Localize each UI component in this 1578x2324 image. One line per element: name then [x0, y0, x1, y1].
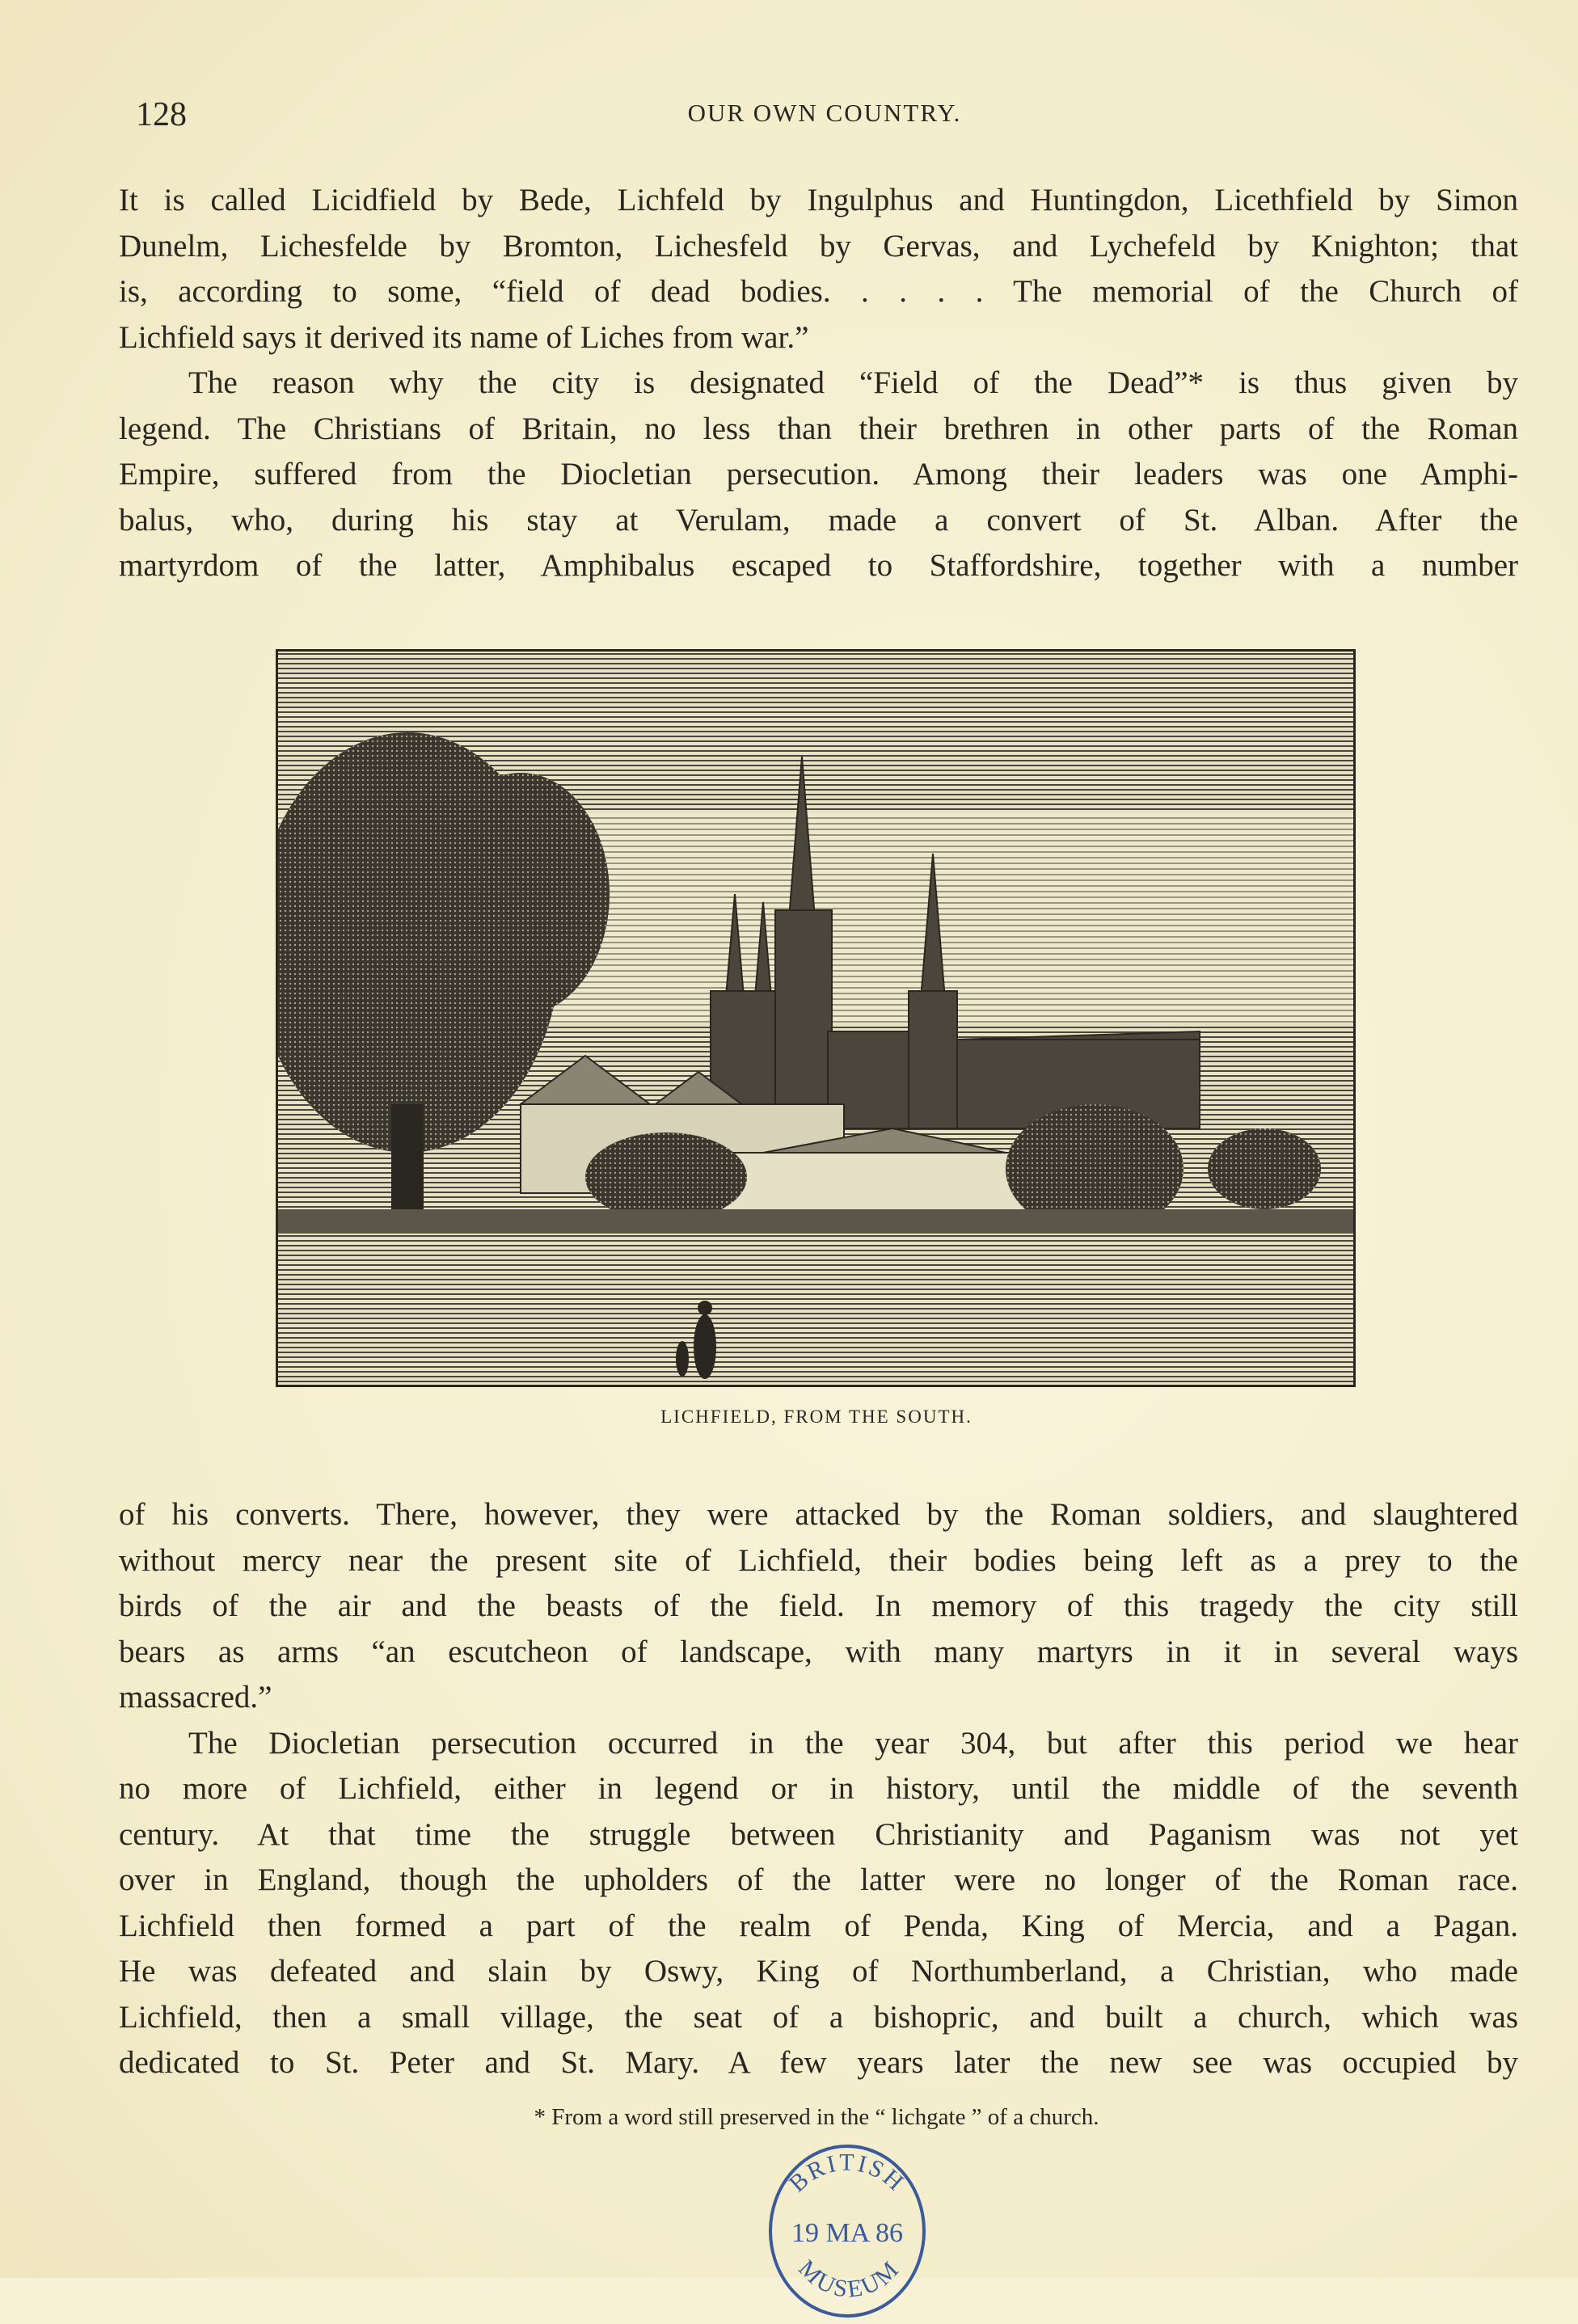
- page-number: 128: [136, 96, 187, 133]
- stamp-top-text: BRITISH: [783, 2149, 911, 2198]
- engraving-lichfield: [276, 649, 1356, 1387]
- text-line: balus, who, during his stay at Verulam, made a convert of St. Alban. After the: [119, 502, 1518, 538]
- text-line: He was defeated and slain by Oswy, King of Northumberland, a Christian, who made: [119, 1954, 1518, 1989]
- running-title: OUR OWN COUNTRY.: [687, 99, 962, 127]
- text-line: massacred.”: [119, 1680, 272, 1715]
- text-line: over in England, though the upholders of the latter were no longer of the Roman race.: [119, 1862, 1518, 1897]
- text-line: without mercy near the present site of Lichfield, their bodies being left as a prey to the: [119, 1542, 1518, 1578]
- text-line: Lichfield says it derived its name of Liches from war.”: [119, 319, 809, 355]
- footnote: * From a word still preserved in the “ lichgate ” of a church.: [534, 2104, 1099, 2130]
- figure-caption: LICHFIELD, FROM THE SOUTH.: [660, 1407, 973, 1427]
- text-line: The reason why the city is designated “Field of the Dead”* is thus given by: [188, 365, 1518, 400]
- text-line: Lichfield, then a small village, the seat of a bishopric, and built a church, which was: [119, 1999, 1518, 2035]
- text-line: The Diocletian persecution occurred in the year 304, but after this period we hear: [188, 1725, 1518, 1761]
- engraving-illustration: [278, 652, 1353, 1385]
- british-museum-stamp: [758, 2138, 936, 2324]
- stamp-date: 19 MA 86: [791, 2218, 903, 2248]
- text-line: Empire, suffered from the Diocletian persecution. Among their leaders was one Amphi-: [119, 457, 1518, 491]
- text-line: of his converts. There, however, they were attacked by the Roman soldiers, and slaughtered: [119, 1497, 1518, 1532]
- text-line: bears as arms “an escutcheon of landscape, with many martyrs in it in several ways: [119, 1634, 1518, 1669]
- svg-text:BRITISH: [784, 2149, 910, 2198]
- text-line: It is called Licidfield by Bede, Lichfeld by Ingulphus and Huntingdon, Licethfield by Simon: [119, 183, 1518, 217]
- text-line: birds of the air and the beasts of the field. In memory of this tragedy the city still: [119, 1588, 1518, 1623]
- text-line: martyrdom of the latter, Amphibalus escaped to Staffordshire, together with a number: [119, 548, 1518, 583]
- text-line: Dunelm, Lichesfelde by Bromton, Lichesfeld by Gervas, and Lychefeld by Knighton; that: [119, 228, 1518, 264]
- text-block-bottom: [119, 1492, 1518, 2086]
- text-block-top: [119, 178, 1518, 589]
- svg-text:MUSEUM: [793, 2254, 905, 2303]
- text-line: legend. The Christians of Britain, no less than their brethren in other parts of the Roman: [119, 411, 1518, 446]
- text-line: no more of Lichfield, either in legend or in history, until the middle of the seventh: [119, 1771, 1518, 1806]
- text-line: is, according to some, “field of dead bodies. . . . . The memorial of the Church of: [119, 274, 1518, 309]
- text-line: century. At that time the struggle between Christianity and Paganism was not yet: [119, 1816, 1518, 1852]
- text-line: Lichfield then formed a part of the realm of Penda, King of Mercia, and a Pagan.: [119, 1908, 1518, 1943]
- text-line: dedicated to St. Peter and St. Mary. A few years later the new see was occupied by: [119, 2045, 1518, 2080]
- stamp-bottom-text: MUSEUM: [793, 2254, 905, 2303]
